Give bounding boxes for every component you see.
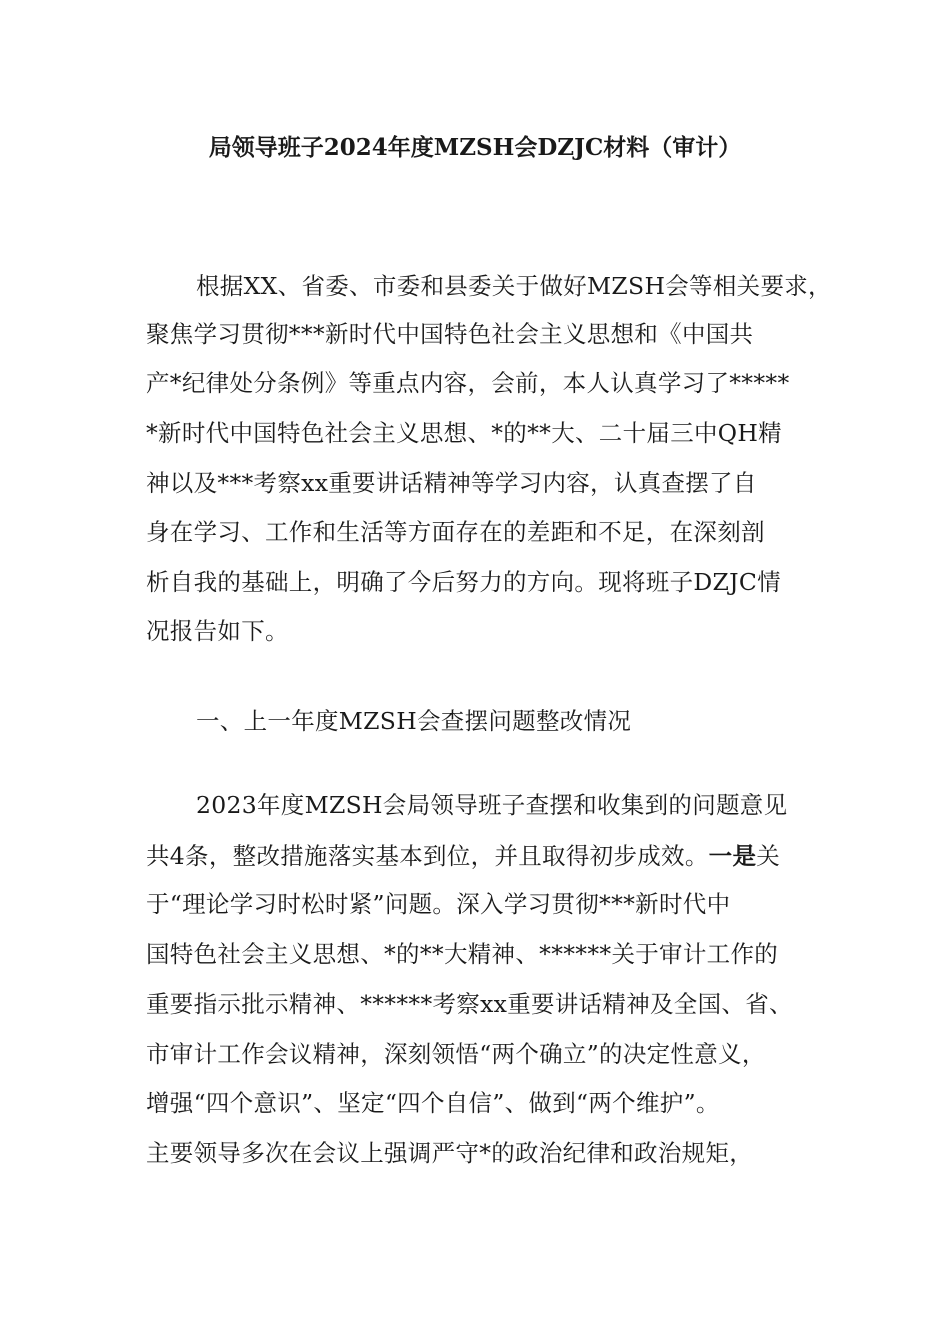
paragraph1-line-6: 身在学习、工作和生活等方面存在的差距和不足，在深刻剖 bbox=[146, 518, 765, 546]
paragraph2-line-5: 重要指示批示精神、******考察xx重要讲话精神及全国、省、 bbox=[146, 990, 793, 1018]
paragraph2-line-7: 增强“四个意识”、坚定“四个自信”、做到“两个维护”。 bbox=[146, 1089, 720, 1117]
paragraph1-line-2: 聚焦学习贯彻***新时代中国特色社会主义思想和《中国共 bbox=[146, 320, 754, 348]
document-title: 局领导班子2024年度MZSH会DZJC材料（审计） bbox=[208, 134, 742, 161]
paragraph2-line-2-text: 共4条，整改措施落实基本到位，并且取得初步成效。 bbox=[146, 842, 709, 870]
paragraph2-line-6: 市审计工作会议精神，深刻领悟“两个确立”的决定性意义， bbox=[146, 1040, 766, 1068]
paragraph1-line-4: *新时代中国特色社会主义思想、*的**大、二十届三中QH精 bbox=[146, 419, 782, 447]
paragraph2-line-1: 2023年度MZSH会局领导班子查摆和收集到的问题意见 bbox=[196, 791, 788, 819]
paragraph2-line-8: 主要领导多次在会议上强调严守*的政治纪律和政治规矩， bbox=[146, 1139, 754, 1167]
paragraph1-line-1: 根据XX、省委、市委和县委关于做好MZSH会等相关要求， bbox=[196, 272, 832, 300]
paragraph2-line-4: 国特色社会主义思想、*的**大精神、******关于审计工作的 bbox=[146, 940, 779, 968]
paragraph1-line-5: 神以及***考察xx重要讲话精神等学习内容，认真查摆了自 bbox=[146, 469, 757, 497]
paragraph1-line-3: 产*纪律处分条例》等重点内容，会前，本人认真学习了***** bbox=[146, 369, 790, 397]
paragraph1-line-8: 况报告如下。 bbox=[146, 617, 289, 645]
paragraph2-line-2 bbox=[146, 839, 780, 873]
paragraph2-line-3: 于“理论学习时松时紧”问题。深入学习贯彻***新时代中 bbox=[146, 890, 731, 918]
section-heading-1: 一、上一年度MZSH会查摆问题整改情况 bbox=[196, 707, 632, 735]
paragraph1-line-7: 析自我的基础上，明确了今后努力的方向。现将班子DZJC情 bbox=[146, 568, 781, 596]
paragraph2-line-2-tail: 关 bbox=[756, 842, 781, 870]
emphasis-yishi: 一是 bbox=[708, 842, 757, 870]
